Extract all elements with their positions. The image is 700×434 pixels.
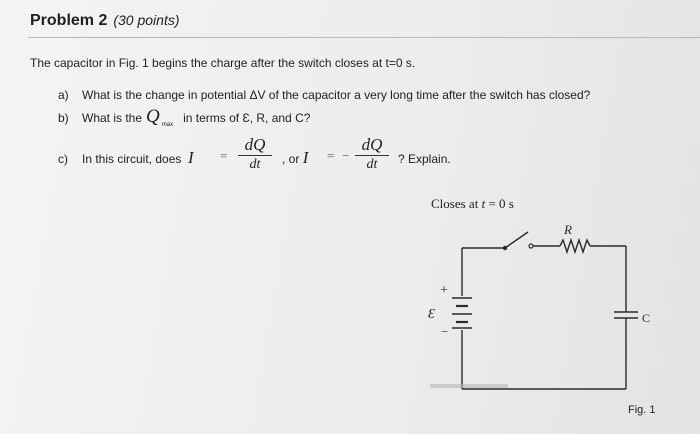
switch-contact xyxy=(529,244,533,248)
question-a-text: What is the change in potential ΔV of the capacitor a very long time after the switch has closed? xyxy=(82,88,591,102)
fraction-2-numerator: dQ xyxy=(361,135,383,154)
problem-title-text: Problem 2 xyxy=(30,12,108,29)
question-b-label: b) xyxy=(58,111,69,125)
equals-sign-1: = xyxy=(220,148,228,163)
current-symbol-2: I xyxy=(302,148,309,167)
question-c-explain: ? Explain. xyxy=(398,152,451,166)
figure-label: Fig. 1 xyxy=(628,404,656,416)
question-b-text-before: What is the xyxy=(82,111,143,125)
emf-label: Ɛ xyxy=(428,307,435,322)
problem-points: (30 points) xyxy=(113,12,180,28)
fraction-2-denominator: dt xyxy=(366,157,378,172)
faint-watermark-smudge xyxy=(430,384,508,388)
switch-pivot xyxy=(503,246,507,250)
question-a-label: a) xyxy=(58,88,69,102)
equals-sign-2: = xyxy=(327,148,335,163)
question-c-or-text: , or xyxy=(282,152,300,166)
capacitor-label: C xyxy=(642,311,651,325)
question-b-subscript: max xyxy=(161,122,174,128)
resistor-label: R xyxy=(564,222,572,237)
battery-minus-sign: − xyxy=(441,324,449,339)
minus-sign: − xyxy=(342,148,350,163)
resistor-zigzag xyxy=(560,240,590,252)
question-c-text-before: In this circuit, does xyxy=(82,152,182,166)
problem-intro: The capacitor in Fig. 1 begins the charge after the switch closes at t=0 s. xyxy=(30,56,416,70)
switch-caption-t: t xyxy=(481,196,486,211)
fraction-1-denominator: dt xyxy=(249,157,261,172)
switch-caption-closes: Closes at xyxy=(431,196,479,211)
fraction-1-numerator: dQ xyxy=(244,135,266,154)
switch-caption-rest: = 0 s xyxy=(485,196,514,211)
current-symbol-1: I xyxy=(188,148,194,167)
question-b-text-after: in terms of Ɛ, R, and C? xyxy=(183,111,311,125)
question-b-q-symbol: Q xyxy=(146,106,160,127)
question-c-label: c) xyxy=(58,152,68,166)
battery-plus-sign: + xyxy=(440,283,448,298)
switch-blade xyxy=(505,232,528,248)
